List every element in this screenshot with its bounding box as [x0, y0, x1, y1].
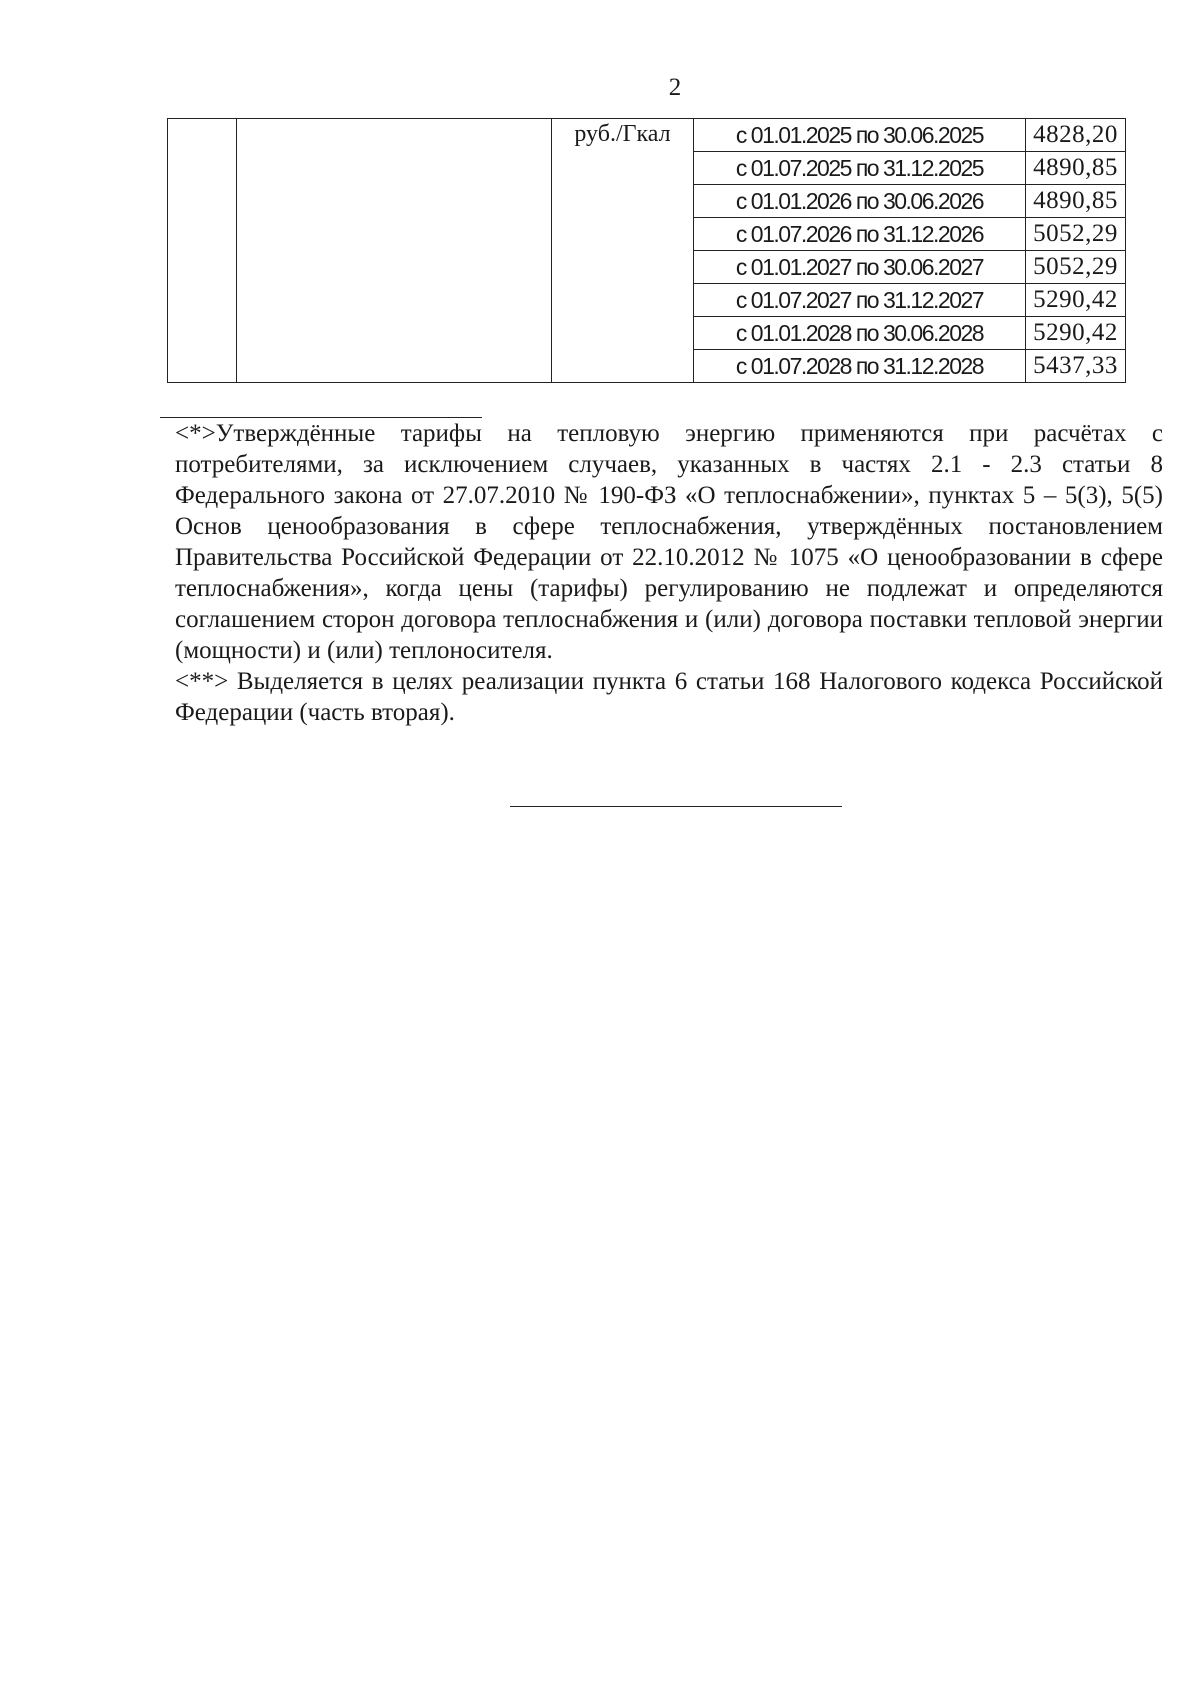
period-cell: с 01.07.2026 по 31.12.2026 [694, 218, 1026, 251]
period-cell: с 01.01.2026 по 30.06.2026 [694, 185, 1026, 218]
tariff-value-cell: 5437,33 [1026, 350, 1126, 383]
tariff-table [167, 118, 1126, 383]
tariff-value-cell: 5290,42 [1026, 317, 1126, 350]
period-cell: с 01.07.2027 по 31.12.2027 [694, 284, 1026, 317]
tariff-value-cell: 5290,42 [1026, 284, 1126, 317]
period-cell: с 01.01.2025 по 30.06.2025 [694, 119, 1026, 152]
end-of-document-rule [510, 806, 842, 807]
table-row [168, 119, 1126, 152]
period-cell: с 01.01.2027 по 30.06.2027 [694, 251, 1026, 284]
footnote-second: <**> Выделяется в целях реализации пункта 6 статьи 168 Налогового кодекса Российской Федерации (часть вторая). [175, 668, 1163, 726]
organization-cell [237, 119, 552, 383]
footnotes [175, 418, 1163, 728]
period-cell: с 01.07.2028 по 31.12.2028 [694, 350, 1026, 383]
tariff-value-cell: 5052,29 [1026, 218, 1126, 251]
tariff-value-cell: 4890,85 [1026, 185, 1126, 218]
tariff-value-cell: 4890,85 [1026, 152, 1126, 185]
number-cell [168, 119, 237, 383]
tariff-table-body [168, 119, 1126, 383]
footnote-first: <*>Утверждённые тарифы на тепловую энергию применяются при расчётах с потребителями, за исключением случаев, указанных в частях 2.1 - 2.3 статьи 8 Федерального закона от 27.07.2010 № 190-ФЗ «О теплоснабжении», пунктах 5 – 5(3), 5(5) Основ ценообразования в сфере теплоснабжения, утверждённых постановлением Правительства Российской Федерации от 22.10.2012 № 1075 «О ценообразовании в сфере теплоснабжения», когда цены (тарифы) регулированию не подлежат и определяются соглашением сторон договора теплоснабжения и (или) договора поставки тепловой энергии (мощности) и (или) теплоносителя. [175, 420, 1163, 664]
page-number: 2 [668, 74, 682, 101]
unit-cell: руб./Гкал [552, 119, 694, 383]
period-cell: с 01.01.2028 по 30.06.2028 [694, 317, 1026, 350]
tariff-value-cell: 5052,29 [1026, 251, 1126, 284]
tariff-value-cell: 4828,20 [1026, 119, 1126, 152]
period-cell: с 01.07.2025 по 31.12.2025 [694, 152, 1026, 185]
